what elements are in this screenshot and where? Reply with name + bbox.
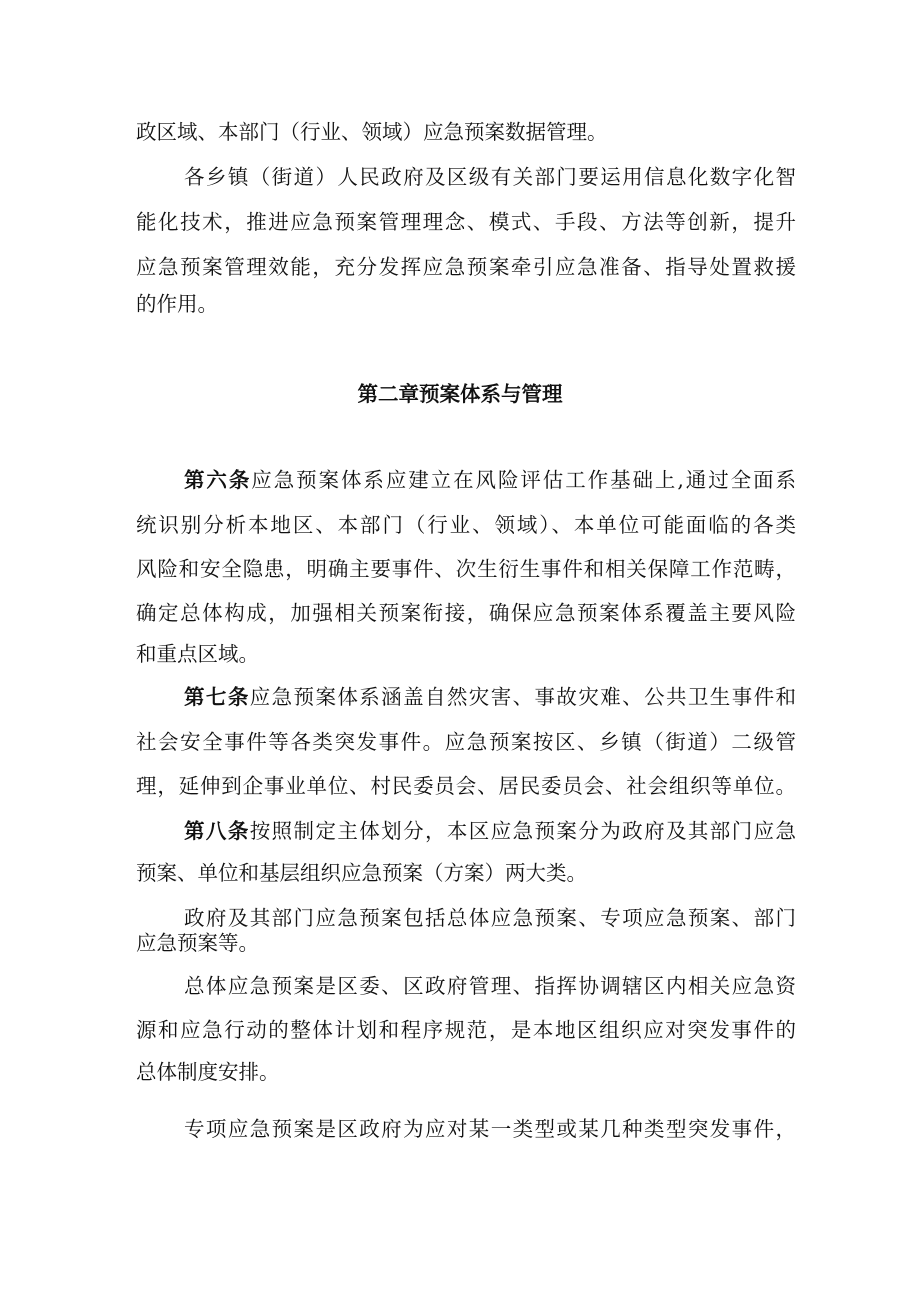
article-7-line-1 bbox=[184, 683, 796, 711]
article-7-line-2: 社会安全事件等各类突发事件。应急预案按区、乡镇（街道）二级管 bbox=[136, 730, 796, 754]
article-6-line-2: 统识别分析本地区、本部门（行业、领域）、本单位可能面临的各类 bbox=[136, 513, 796, 537]
article-7-label: 第七条 bbox=[184, 685, 250, 709]
paragraph-overall-line-2: 源和应急行动的整体计划和程序规范，是本地区组织应对突发事件的 bbox=[136, 1018, 796, 1042]
article-6-label: 第六条 bbox=[184, 468, 252, 492]
paragraph-intro-line: 政区域、本部门（行业、领域）应急预案数据管理。 bbox=[136, 120, 608, 144]
article-6-line-5: 和重点区域。 bbox=[136, 642, 259, 666]
article-6-line-1 bbox=[184, 466, 796, 494]
paragraph-digital-line-2: 能化技术，推进应急预案管理理念、模式、手段、方法等创新，提升 bbox=[136, 210, 796, 234]
article-6-text-1: 应急预案体系应建立在风险评估工作基础上,通过全面系 bbox=[251, 468, 796, 492]
paragraph-special-line-1: 专项应急预案是区政府为应对某一类型或某几种类型突发事件， bbox=[184, 1117, 796, 1141]
chapter-heading: 第二章预案体系与管理 bbox=[357, 382, 563, 406]
paragraph-digital-line-4: 的作用。 bbox=[136, 292, 218, 316]
paragraph-gov-line-2: 应急预案等。 bbox=[136, 931, 259, 955]
paragraph-digital-line-3: 应急预案管理效能，充分发挥应急预案牵引应急准备、指导处置救援 bbox=[136, 255, 796, 279]
article-8-label: 第八条 bbox=[184, 819, 250, 843]
article-6-line-3: 风险和安全隐患，明确主要事件、次生衍生事件和相关保障工作范畴， bbox=[136, 557, 796, 581]
article-8-text-1: 按照制定主体划分，本区应急预案分为政府及其部门应急 bbox=[249, 819, 796, 843]
paragraph-overall-line-3: 总体制度安排。 bbox=[136, 1060, 280, 1084]
paragraph-gov-line-1: 政府及其部门应急预案包括总体应急预案、专项应急预案、部门 bbox=[184, 906, 796, 930]
article-7-text-1: 应急预案体系涵盖自然灾害、事故灾难、公共卫生事件和 bbox=[249, 685, 796, 709]
article-8-line-2: 预案、单位和基层组织应急预案（方案）两大类。 bbox=[136, 861, 587, 885]
article-6-line-4: 确定总体构成，加强相关预案衔接，确保应急预案体系覆盖主要风险 bbox=[136, 601, 796, 625]
paragraph-overall-line-1: 总体应急预案是区委、区政府管理、指挥协调辖区内相关应急资 bbox=[184, 974, 796, 998]
article-7-line-3: 理，延伸到企事业单位、村民委员会、居民委员会、社会组织等单位。 bbox=[136, 774, 796, 798]
paragraph-digital-line-1: 各乡镇（街道）人民政府及区级有关部门要运用信息化数字化智 bbox=[184, 165, 796, 189]
article-8-line-1 bbox=[184, 817, 796, 845]
